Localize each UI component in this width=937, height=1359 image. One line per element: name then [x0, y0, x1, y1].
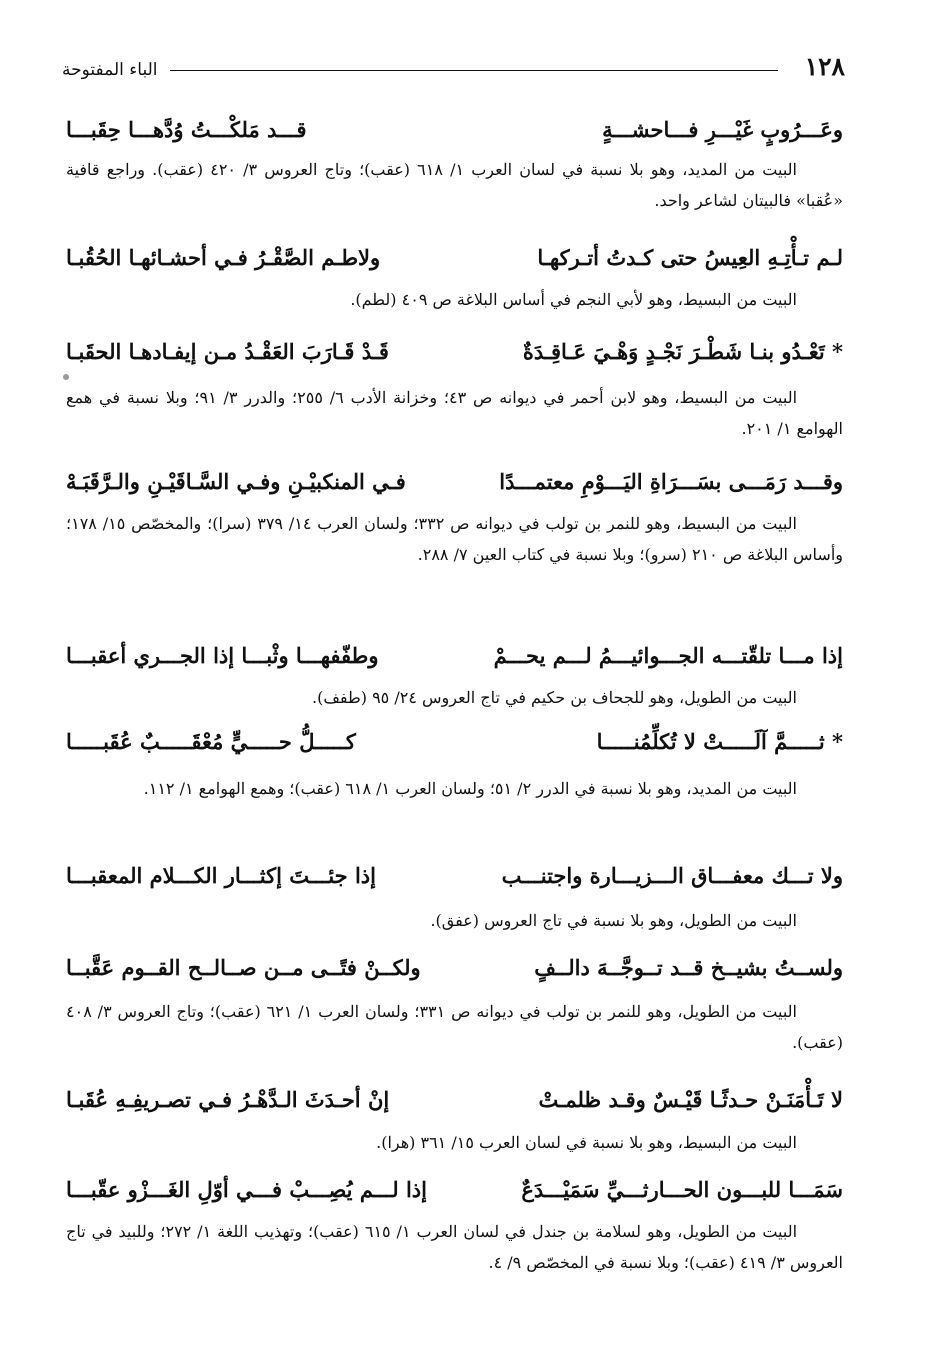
verse-note: البيت من الطويل، وهو للنمر بن تولب في ديوانه ص ٣٣١؛ ولسان العرب ١/ ٦٢١ (عقب)؛ وتاج العروس ٣/ ٤٠٨ (عقب). [66, 1002, 843, 1053]
verse-line [66, 724, 843, 760]
verse-note: البيت من الطويل، وهو لسلامة بن جندل في لسان العرب ١/ ٦١٥ (عقب)؛ وتهذيب اللغة ١/ ٢٧٢؛ وللبيد في تاج العروس ٣/ ٤١٩ (عقب)؛ وبلا نسبة في المخصّص ٩/ ٤. [66, 1222, 843, 1273]
verse-first-hemistich: لا تَـأْمَنَـنْ حـدثًـا قَيْـسٌ وقـد ظلمـتْ [538, 1087, 843, 1112]
verse-second-hemistich: إذا جئـــتَ إكثـــار الكـــلام المعقبـــا [66, 863, 376, 888]
verse-line [66, 464, 843, 500]
verse-line [66, 334, 843, 370]
section-title: الباء المفتوحة [62, 60, 158, 80]
verse-second-hemistich: قَـدْ قَـارَبَ العَقْـدُ مـن إيفـادهـا الحقَبـا [66, 339, 389, 364]
margin-mark [63, 374, 69, 380]
verse-first-hemistich: ولا تـــك معفـــاق الـــزيـــارة واجتنـــب [501, 863, 843, 888]
verse-first-hemistich: وعَـــرُوبٍ غَيْـــرِ فـــاحشـــةٍ [602, 117, 843, 142]
verse-line [66, 1082, 843, 1118]
page-number: ١٢٨ [804, 52, 845, 81]
verse-note: البيت من البسيط، وهو لابن أحمر في ديوانه ص ٤٣؛ وخزانة الأدب ٦/ ٢٥٥؛ والدرر ٣/ ٩١؛ وبلا نسبة في همع الهوامع ١/ ٢٠١. [66, 388, 843, 439]
verse-note: البيت من البسيط، وهو لأبي النجم في أساس البلاغة ص ٤٠٩ (لطم). [350, 290, 797, 309]
verse-note: البيت من الطويل، وهو بلا نسبة في تاج العروس (عفق). [430, 911, 797, 930]
verse-first-hemistich: سَمَـــا للبـــون الحـــارثـــيِّ سَمَيْـــدَعٌ [521, 1177, 843, 1202]
verse-note: البيت من البسيط، وهو للنمر بن تولب في ديوانه ص ٣٣٢؛ ولسان العرب ١٤/ ٣٧٩ (سرا)؛ والمخصّص ١٥/ ١٧٨؛ وأساس البلاغة ص ٢١٠ (سرو)؛ وبلا نسبة في كتاب العين ٧/ ٢٨٨. [66, 514, 843, 565]
verse-note: البيت من الطويل، وهو للجحاف بن حكيم في تاج العروس ٢٤/ ٩٥ (طفف). [312, 688, 797, 707]
verse-second-hemistich: وطفّفهـــا وثْبـــا إذا الجـــري أعقبـــا [66, 643, 379, 668]
verse-line [66, 858, 843, 894]
verse-line [66, 112, 843, 148]
verse-first-hemistich: لـم تـأْتِـهِ العِيسُ حتى كـدتُ أتـركهـا [537, 245, 843, 270]
verse-first-hemistich: وقـــد رَمَـــى بسَـــرَاةِ اليَـــوْمِ معتمـــدًا [499, 469, 843, 494]
verse-note: البيت من المديد، وهو بلا نسبة في الدرر ٢/ ٥١؛ ولسان العرب ١/ ٦١٨ (عقب)؛ وهمع الهوامع ١/ ١١٢. [143, 779, 797, 798]
verse-second-hemistich: ولاطـم الصَّقْـرُ فـي أحشـائهـا الحُقُبـا [66, 245, 381, 270]
verse-note: البيت من المديد، وهو بلا نسبة في لسان العرب ١/ ٦١٨ (عقب)؛ وتاج العروس ٣/ ٤٢٠ (عقب). وراجع قافية «عُقبا» فالبيتان لشاعر واحد. [66, 160, 843, 211]
verse-second-hemistich: كـــــلُّ حـــــيٍّ مُعْقَـــــبٌ عُقَبـــــا [66, 729, 356, 754]
verse-second-hemistich: ولكــنْ فتًــى مــن صــالــح القــوم عَقَّبــا [66, 955, 421, 980]
verse-second-hemistich: إنْ أحـدَثَ الـدَّهْـرُ فـي تصـريفِـهِ عُقَبـا [66, 1087, 390, 1112]
verse-first-hemistich: * ثـــــمَّ آلَـــــتْ لا تُكلِّمُنـــــا [596, 729, 843, 754]
verse-second-hemistich: إذا لـــم يُصِـــبْ فـــي أوّلِ الغَـــزْو عقّبـــا [66, 1177, 427, 1202]
verse-second-hemistich: فـي المنكبيْـنِ وفـي السَّـاقَيْـنِ والـرَّقَبَـهْ [66, 469, 406, 494]
verse-first-hemistich: إذا مـــا تلقّتـــه الجـــوائيـــمُ لـــم يحـــمْ [493, 643, 843, 668]
verse-line [66, 950, 843, 986]
verse-second-hemistich: قـــد مَلكْـــتُ وُدَّهـــا حِقَبـــا [66, 117, 307, 142]
verse-line [66, 638, 843, 674]
verse-first-hemistich: ولســتُ بشيــخ قــد تــوجَّــهَ دالــفٍ [534, 955, 843, 980]
verse-line [66, 1172, 843, 1208]
verse-first-hemistich: * تَعْـدُو بنـا شَطْـرَ نَجْـدٍ وَهْـيَ عَـاقِـدَةٌ [522, 339, 843, 364]
header-rule [170, 70, 778, 71]
verse-line [66, 240, 843, 276]
verse-note: البيت من البسيط، وهو بلا نسبة في لسان العرب ١٥/ ٣٦١ (هرا). [376, 1133, 797, 1152]
